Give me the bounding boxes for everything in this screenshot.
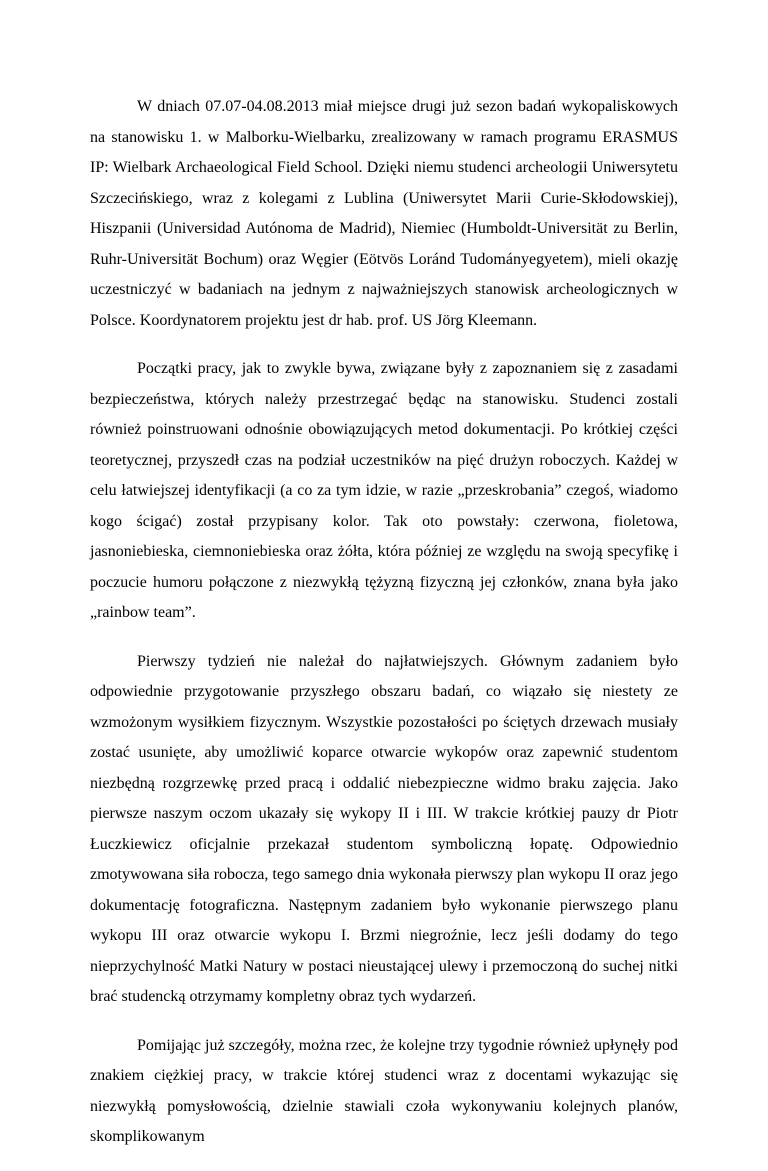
paragraph-work-beginnings: Początki pracy, jak to zwykle bywa, związane były z zapoznaniem się z zasadami bezpieczeństwa, których należy przestrzegać będąc na stanowisku. Studenci zostali również poinstruowani odnośnie obowiązujących metod dokumentacji. Po krótkiej części teoretycznej, przyszedł czas na podział uczestników na pięć drużyn roboczych. Każdej w celu łatwiejszej identyfikacji (a co za tym idzie, w razie „przeskrobania” czegoś, wiadomo kogo ścigać) został przypisany kolor. Tak oto powstały: czerwona, fioletowa, jasnoniebieska, ciemnoniebieska oraz żółta, która później ze względu na swoją specyfikę i poczucie humoru połączone z niezwykłą tężyzną fizyczną jej członków, znana była jako „rainbow team”. [90,360,678,621]
paragraph-first-week: Pierwszy tydzień nie należał do najłatwiejszych. Głównym zadaniem było odpowiednie przygotowanie przyszłego obszaru badań, co wiązało się niestety ze wzmożonym wysiłkiem fizycznym. Wszystkie pozostałości po ściętych drzewach musiały zostać usunięte, aby umożliwić koparce otwarcie wykopów oraz zapewnić studentom niezbędną rozgrzewkę przed pracą i oddalić niebezpieczne widmo braku zajęcia. Jako pierwsze naszym oczom ukazały się wykopy II i III. W trakcie krótkiej pauzy dr Piotr Łuczkiewicz oficjalnie przekazał studentom symboliczną łopatę. Odpowiednio zmotywowana siła robocza, tego samego dnia wykonała pierwszy plan wykopu II oraz jego dokumentację fotograficzna. Następnym zadaniem było wykonanie pierwszego planu wykopu III oraz otwarcie wykopu I. Brzmi niegroźnie, lecz jeśli dodamy do tego nieprzychylność Matki Natury w postaci nieustającej ulewy i przemoczoną do suchej nitki brać studencką otrzymamy kompletny obraz tych wydarzeń. [90,652,678,1005]
document-page [90,92,678,1171]
paragraph-season-intro: W dniach 07.07-04.08.2013 miał miejsce drugi już sezon badań wykopaliskowych na stanowisku 1. w Malborku-Wielbarku, zrealizowany w ramach programu ERASMUS IP: Wielbark Archaeological Field School. Dzięki niemu studenci archeologii Uniwersytetu Szczecińskiego, wraz z kolegami z Lublina (Uniwersytet Marii Curie-Skłodowskiej), Hiszpanii (Universidad Autónoma de Madrid), Niemiec (Humboldt-Universität zu Berlin, Ruhr-Universität Bochum) oraz Węgier (Eötvös Loránd Tudományegyetem), mieli okazję uczestniczyć w badaniach na jednym z najważniejszych stanowisk archeologicznych w Polsce. Koordynatorem projektu jest dr hab. prof. US Jörg Kleemann. [90,98,678,329]
paragraph-following-weeks: Pomijając już szczegóły, można rzec, że kolejne trzy tygodnie również upłynęły pod znakiem ciężkiej pracy, w trakcie której studenci wraz z docentami wykazując się niezwykłą pomysłowością, dzielnie stawiali czoła wykonywaniu kolejnych planów, skomplikowanym [90,1036,678,1145]
